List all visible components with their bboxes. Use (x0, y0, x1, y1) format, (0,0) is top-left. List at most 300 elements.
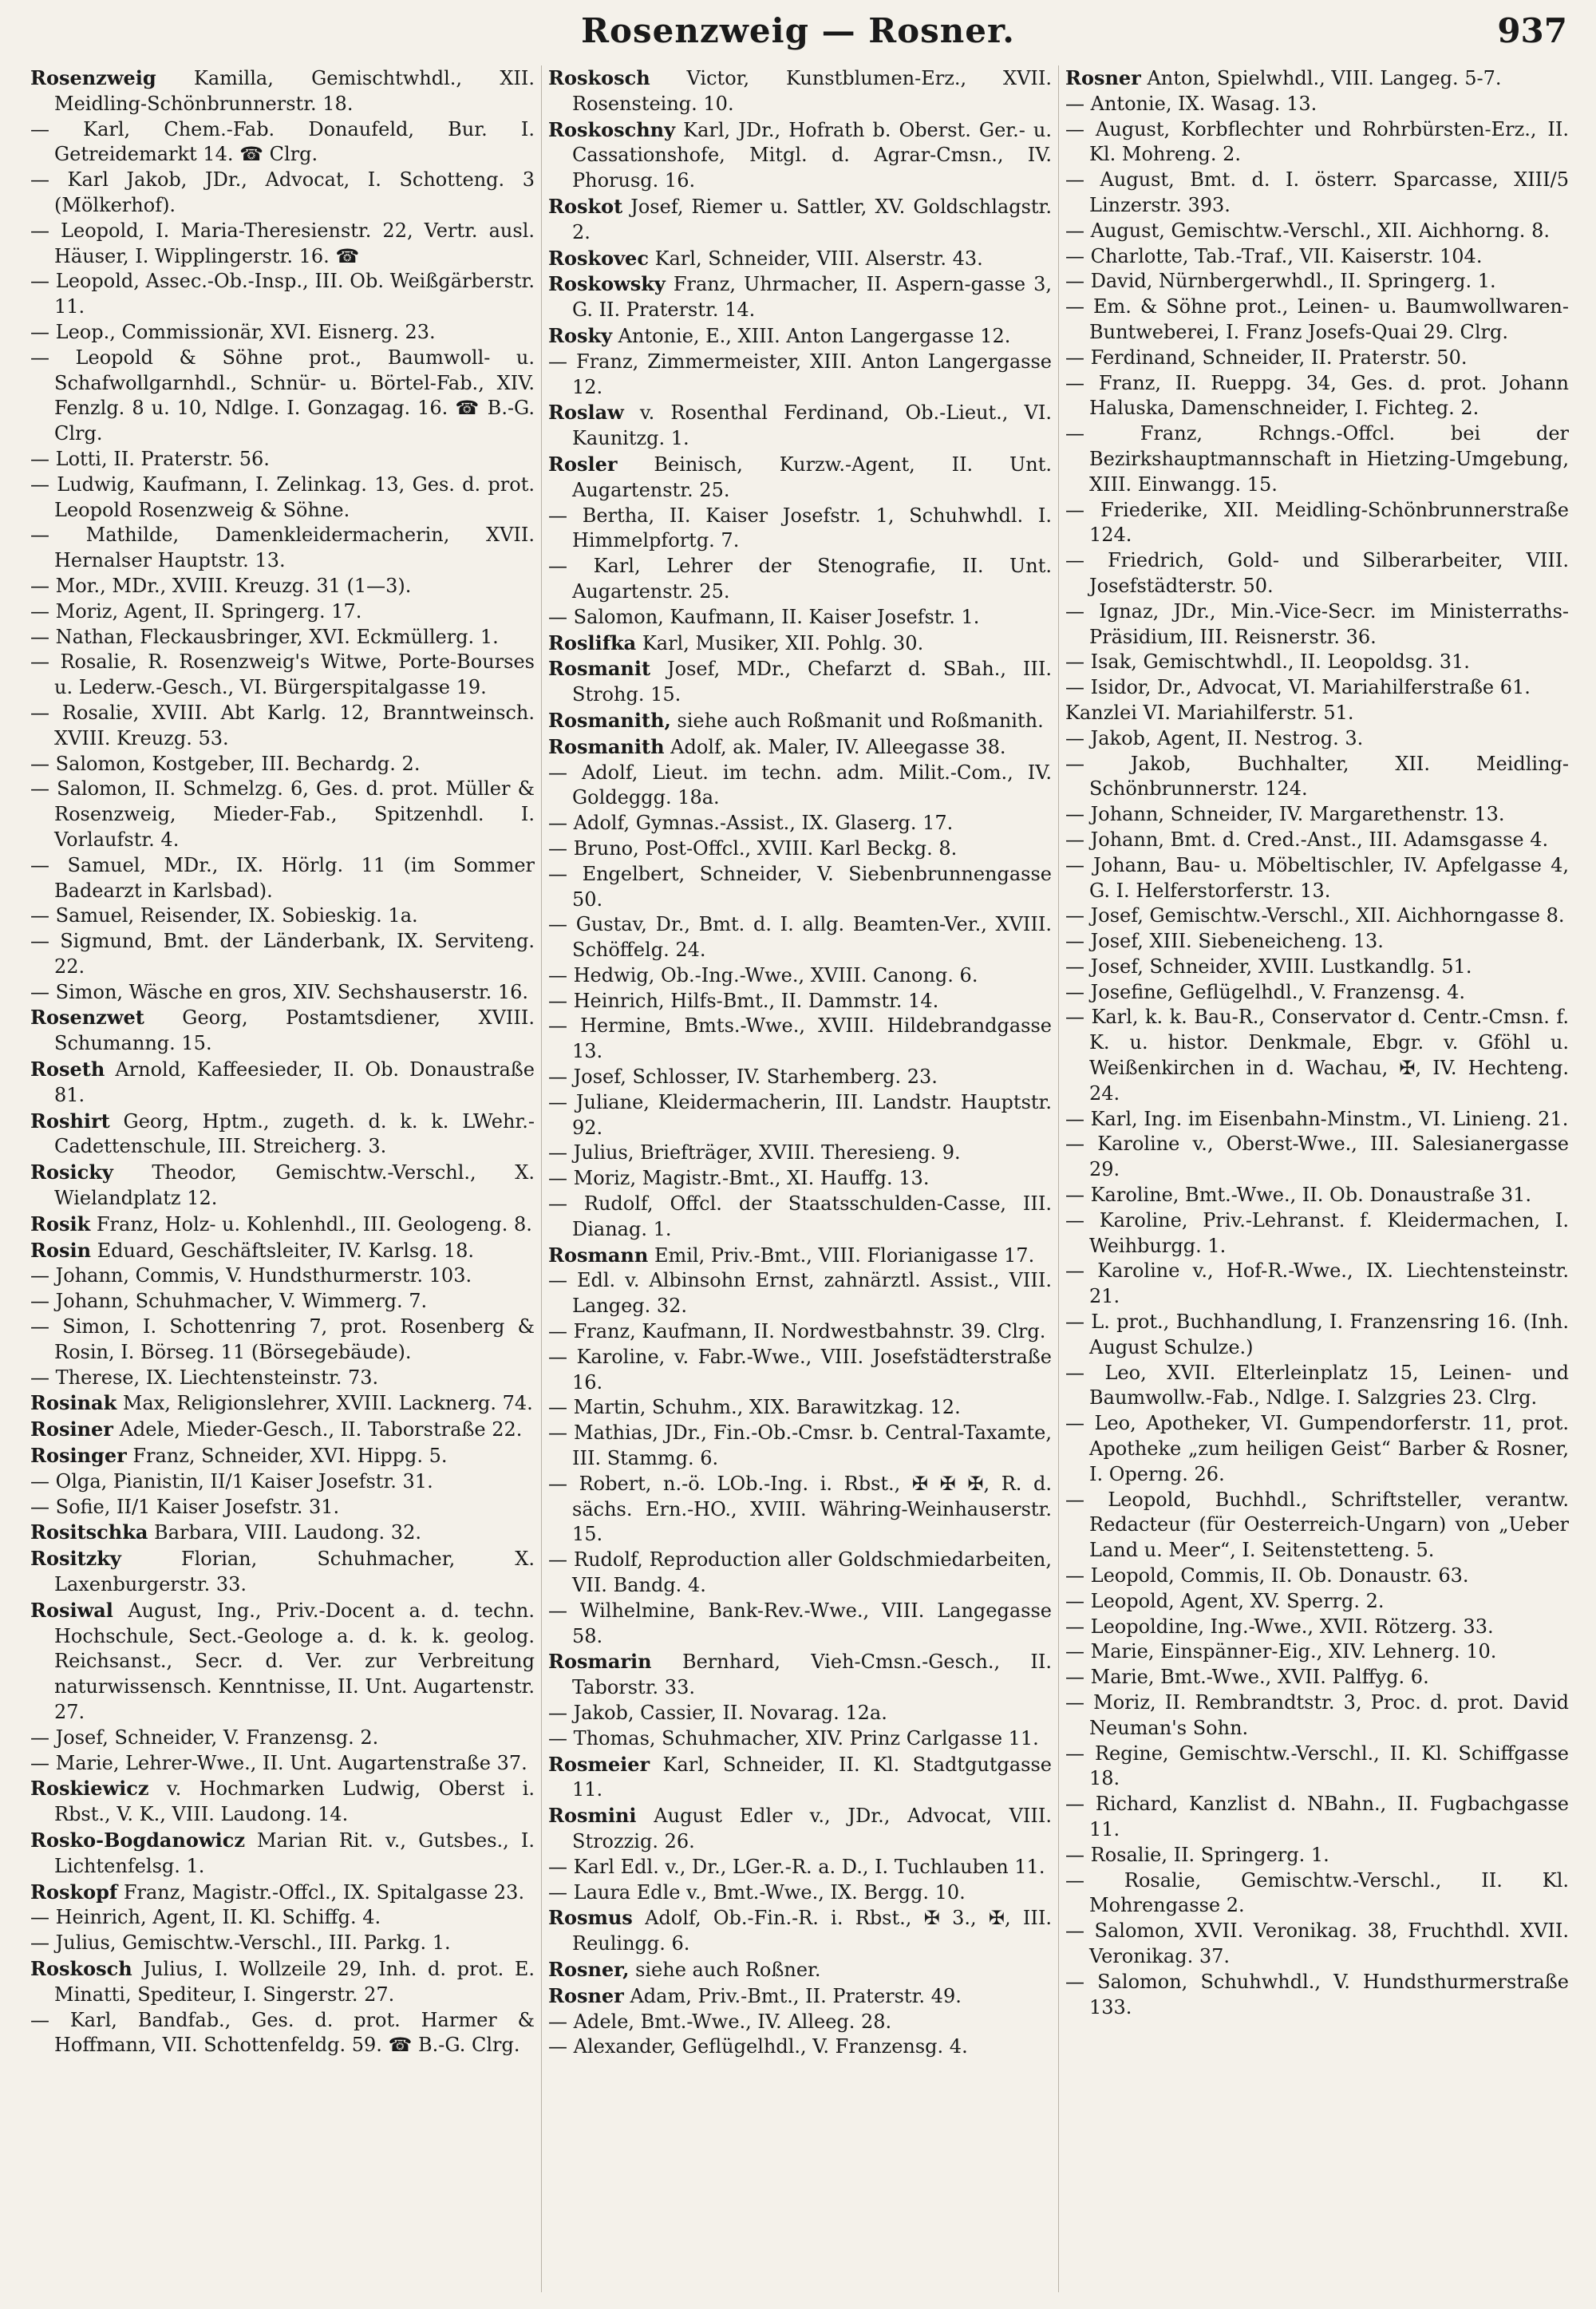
directory-entry (30, 853, 535, 904)
entry-headword: Rosinger (30, 1444, 127, 1468)
entry-text: — Sigmund, Bmt. der Länderbank, IX. Serviteng. 22. (30, 930, 535, 978)
entry-text: — Antonie, IX. Wasag. 13. (1065, 92, 1317, 115)
entry-text: — Marie, Einspänner-Eig., XIV. Lehnerg. 10. (1065, 1640, 1497, 1663)
entry-text: — Johann, Schuhmacher, V. Wimmerg. 7. (30, 1290, 428, 1313)
entry-headword: Roskiewicz (30, 1777, 149, 1801)
directory-entry (1065, 244, 1569, 270)
entry-text: — Leopoldine, Ing.-Wwe., XVII. Rötzerg. 33. (1065, 1615, 1494, 1638)
directory-entry (30, 1520, 535, 1546)
entry-text: — Nathan, Fleckausbringer, XVI. Eckmüllerg. 1. (30, 625, 499, 648)
column-left (24, 65, 541, 2292)
directory-entry (1065, 726, 1569, 752)
directory-entry (1065, 1310, 1569, 1361)
directory-entry (30, 650, 535, 701)
entry-text: — Simon, I. Schottenring 7, prot. Rosenberg & Rosin, I. Börseg. 11 (Börsegebäude). (30, 1315, 535, 1363)
directory-entry (548, 1957, 1052, 1983)
entry-headword: Rosiwal (30, 1598, 113, 1622)
entry-text: — Josef, Gemischtw.-Verschl., XII. Aichhorngasse 8. (1065, 904, 1565, 927)
entry-text: — Leopold, Buchhdl., Schriftsteller, verantw. Redacteur (für Oesterreich-Ungarn) von „Ueber Land u. Meer“, I. Seitenstetteng. 5. (1065, 1488, 1569, 1562)
entry-headword: Rosner, (548, 1957, 630, 1981)
entry-headword: Rosmann (548, 1243, 649, 1267)
entry-text: Georg, Postamtsdiener, XVIII. Schumanng. 15. (54, 1006, 535, 1055)
entry-text: — Juliane, Kleidermacherin, III. Landstr. Hauptstr. 92. (548, 1090, 1052, 1139)
directory-entry (548, 912, 1052, 963)
directory-entry (548, 989, 1052, 1014)
entry-text: — Karoline, v. Fabr.-Wwe., VIII. Josefstädterstraße 16. (548, 1345, 1052, 1394)
directory-entry (548, 350, 1052, 401)
entry-text: — Moriz, Agent, II. Springerg. 17. (30, 599, 362, 623)
entry-text: v. Rosenthal Ferdinand, Ob.-Lieut., VI. Kaunitzg. 1. (572, 401, 1052, 450)
entry-text: — Johann, Commis, V. Hundsthurmerstr. 103. (30, 1264, 472, 1287)
entry-text: — Moriz, Magistr.-Bmt., XI. Hauffg. 13. (548, 1167, 930, 1190)
entry-text: — Edl. v. Albinsohn Ernst, zahnärztl. Assist., VIII. Langeg. 32. (548, 1269, 1052, 1318)
entry-text: — Simon, Wäsche en gros, XIV. Sechshauserstr. 16. (30, 980, 529, 1003)
directory-entry (548, 452, 1052, 504)
directory-entry (1065, 92, 1569, 117)
entry-text: Adele, Mieder-Gesch., II. Taborstraße 22. (113, 1418, 523, 1441)
entry-text: Theodor, Gemischtw.-Verschl., X. Wielandplatz 12. (54, 1161, 535, 1210)
directory-entry (1065, 1665, 1569, 1690)
entry-text: — Thomas, Schuhmacher, XIV. Prinz Carlgasse 11. (548, 1726, 1039, 1750)
directory-entry (1065, 1361, 1569, 1412)
directory-entry (30, 523, 535, 574)
directory-entry (548, 1752, 1052, 1804)
entry-text: — Johann, Schneider, IV. Margarethenstr. 13. (1065, 803, 1505, 826)
directory-entry (30, 1956, 535, 2008)
entry-text: Franz, Uhrmacher, II. Aspern-gasse 3, G. II. Praterstr. 14. (572, 273, 1052, 322)
directory-entry (30, 219, 535, 270)
directory-entry (1065, 929, 1569, 955)
entry-text: — Friedrich, Gold- und Silberarbeiter, VIII. Josefstädterstr. 50. (1065, 549, 1569, 597)
entry-headword: Roseth (30, 1058, 105, 1081)
entry-text: — Karoline, Priv.-Lehranst. f. Kleidermachen, I. Weihburgg. 1. (1065, 1208, 1569, 1257)
directory-entry (1065, 371, 1569, 422)
directory-entry (548, 117, 1052, 194)
entry-text: — Karl, Bandfab., Ges. d. prot. Harmer & Hoffmann, VII. Schottenfeldg. 59. ☎ B.-G. Clrg. (30, 2008, 535, 2057)
directory-entry (30, 1469, 535, 1495)
directory-entry (1065, 752, 1569, 803)
directory-entry (1065, 295, 1569, 346)
entry-text: — Isidor, Dr., Advocat, VI. Mariahilferstraße 61. (1065, 676, 1531, 699)
column-right (1058, 65, 1575, 2292)
directory-entry (1065, 1639, 1569, 1665)
entry-headword: Roskopf (30, 1880, 118, 1904)
entry-text: — Karoline, Bmt.-Wwe., II. Ob. Donaustraße 31. (1065, 1184, 1532, 1207)
directory-entry (1065, 1919, 1569, 1970)
directory-entry (30, 701, 535, 752)
entry-text: — Karoline v., Hof-R.-Wwe., IX. Liechtensteinstr. 21. (1065, 1259, 1569, 1308)
directory-entry (30, 929, 535, 980)
entry-text: Florian, Schuhmacher, X. Laxenburgerstr. 33. (54, 1548, 535, 1596)
directory-entry (30, 346, 535, 447)
page-number: 937 (1497, 11, 1567, 50)
entry-headword: Roslaw (548, 401, 624, 425)
directory-entry (1065, 1843, 1569, 1868)
directory-entry (548, 271, 1052, 323)
entry-text: — Lotti, II. Praterstr. 56. (30, 447, 270, 470)
directory-entry (548, 1166, 1052, 1192)
entry-headword: Rosmini (548, 1804, 637, 1828)
entry-text: — Ignaz, JDr., Min.-Vice-Secr. im Ministerraths-Präsidium, III. Reisnerstr. 36. (1065, 599, 1569, 648)
entry-text: Marian Rit. v., Gutsbes., I. Lichtenfelsg. 1. (54, 1829, 535, 1877)
entry-text: Kanzlei VI. Mariahilferstr. 51. (1065, 701, 1354, 724)
directory-entry (30, 168, 535, 219)
directory-entry (548, 1014, 1052, 1065)
entry-text: siehe auch Roßner. (629, 1958, 821, 1981)
entry-text: — Leo, XVII. Elterleinplatz 15, Leinen- und Baumwollw.-Fab., Ndlge. I. Salzgries 23. Clrg. (1065, 1361, 1569, 1410)
directory-entry (30, 1495, 535, 1520)
entry-text: — Salomon, Kaufmann, II. Kaiser Josefstr. 1. (548, 605, 980, 628)
entry-text: Josef, Riemer u. Sattler, XV. Goldschlagstr. 2. (572, 195, 1052, 243)
directory-entry (548, 1243, 1052, 1269)
directory-entry (30, 1238, 535, 1264)
entry-text: — Salomon, II. Schmelzg. 6, Ges. d. prot. Müller & Rosenzweig, Mieder-Fab., Spitzenhdl. I. Vorlaufstr. 4. (30, 777, 535, 851)
directory-entry (30, 1828, 535, 1880)
entry-text: — Karl Edl. v., Dr., LGer.-R. a. D., I. Tuchlauben 11. (548, 1855, 1045, 1878)
entry-text: — Adolf, Lieut. im techn. adm. Milit.-Com., IV. Goldeggg. 18a. (548, 761, 1052, 809)
directory-entry (30, 574, 535, 599)
directory-entry (548, 1548, 1052, 1599)
entry-text: — Josef, Schneider, XVIII. Lustkandlg. 51. (1065, 955, 1472, 978)
entry-text: — Engelbert, Schneider, V. Siebenbrunnengasse 50. (548, 862, 1052, 911)
directory-entry (548, 1192, 1052, 1243)
entry-text: — Salomon, Kostgeber, III. Bechardg. 2. (30, 752, 421, 775)
directory-entry (30, 269, 535, 320)
directory-entry (548, 1065, 1052, 1090)
entry-headword: Roskowsky (548, 272, 666, 296)
entry-text: — Rudolf, Reproduction aller Goldschmiedarbeiten, VII. Bandg. 4. (548, 1548, 1052, 1597)
entry-text: — Bruno, Post-Offcl., XVIII. Karl Beckg. 8. (548, 836, 958, 860)
entry-text: — Josefine, Geflügelhdl., V. Franzensg. 4. (1065, 980, 1466, 1003)
directory-entry (1065, 219, 1569, 244)
directory-entry (1065, 1488, 1569, 1564)
entry-text: — Josef, XIII. Siebeneicheng. 13. (1065, 930, 1384, 953)
entry-text: — Leopold, Commis, II. Ob. Donaustr. 63. (1065, 1564, 1469, 1587)
entry-text: — Leop., Commissionär, XVI. Eisnerg. 23. (30, 320, 436, 343)
page-title: Rosenzweig — Rosner. (581, 11, 1015, 50)
directory-entry (30, 903, 535, 929)
directory-entry (548, 1983, 1052, 2010)
directory-entry (1065, 1589, 1569, 1615)
entry-text: — Sofie, II/1 Kaiser Josefstr. 31. (30, 1495, 340, 1518)
directory-entry (1065, 980, 1569, 1006)
directory-entry (30, 1289, 535, 1315)
entry-headword: Rosmanit (548, 657, 651, 681)
entry-headword: Rosmus (548, 1906, 633, 1930)
entry-text: — Salomon, Schuhwhdl., V. Hundsthurmerstraße 133. (1065, 1970, 1569, 2018)
directory-entry (548, 1141, 1052, 1166)
page-header (0, 11, 1596, 59)
entry-text: — Julius, Briefträger, XVIII. Theresieng. 9. (548, 1141, 961, 1164)
directory-entry (30, 1931, 535, 1956)
directory-entry (1065, 650, 1569, 675)
entry-text: — Josef, Schneider, V. Franzensg. 2. (30, 1726, 379, 1749)
directory-entry (1065, 1208, 1569, 1259)
entry-text: — Leopold, Agent, XV. Sperrg. 2. (1065, 1589, 1385, 1612)
entry-text: — Karl Jakob, JDr., Advocat, I. Schotteng. 3 (Mölkerhof). (30, 168, 535, 216)
directory-entry (1065, 1183, 1569, 1208)
entry-text: Georg, Hptm., zugeth. d. k. k. LWehr.-Cadettenschule, III. Streicherg. 3. (54, 1109, 535, 1158)
directory-entry (1065, 1132, 1569, 1183)
directory-entry (548, 1803, 1052, 1855)
directory-entry (548, 656, 1052, 708)
entry-text: — Karl, k. k. Bau-R., Conservator d. Centr.-Cmsn. f. K. u. histor. Denkmale, Ebgr. v. Gföhl u. Weißenkirchen in d. Wachau, ✠, IV. Hechteng. 24. (1065, 1006, 1569, 1105)
directory-entry (1065, 1690, 1569, 1742)
entry-text: — August, Korbflechter und Rohrbürsten-Erz., II. Kl. Mohreng. 2. (1065, 117, 1569, 166)
directory-entry (548, 1855, 1052, 1880)
entry-text: — Josef, Schlosser, IV. Starhemberg. 23. (548, 1066, 938, 1089)
entry-headword: Rosler (548, 452, 618, 476)
entry-text: Franz, Holz- u. Kohlenhdl., III. Geologeng. 8. (90, 1212, 532, 1236)
directory-entry (1065, 853, 1569, 904)
entry-headword: Roskot (548, 194, 623, 218)
directory-entry (30, 752, 535, 777)
entry-headword: Roskosch (30, 1956, 132, 1980)
entry-text: Max, Religionslehrer, XVIII. Lacknerg. 74. (117, 1392, 533, 1415)
entry-text: — David, Nürnbergerwhdl., II. Springerg. 1. (1065, 270, 1496, 293)
directory-entry (548, 1090, 1052, 1141)
entry-text: Adolf, Ob.-Fin.-R. i. Rbst., ✠ 3., ✠, III. Reulingg. 6. (572, 1907, 1052, 1955)
directory-entry (548, 2010, 1052, 2035)
entry-text: — Alexander, Geflügelhdl., V. Franzensg. 4. (548, 2035, 968, 2058)
entry-text: — Samuel, MDr., IX. Hörlg. 11 (im Sommer Badearzt in Karlsbad). (30, 853, 535, 902)
entry-headword: Rosky (548, 323, 613, 347)
entry-text: — Rosalie, II. Springerg. 1. (1065, 1843, 1329, 1866)
directory-entry (30, 980, 535, 1006)
entry-text: — Mathilde, Damenkleidermacherin, XVII. Hernalser Hauptstr. 13. (30, 524, 535, 572)
directory-entry (1065, 828, 1569, 853)
directory-entry (30, 1212, 535, 1238)
entry-text: — August, Bmt. d. I. österr. Sparcasse, XIII/5 Linzerstr. 393. (1065, 168, 1569, 216)
directory-entry (1065, 701, 1569, 726)
directory-entry (548, 631, 1052, 657)
directory-entry (30, 1005, 535, 1057)
directory-entry (30, 320, 535, 346)
entry-text: — Adele, Bmt.-Wwe., IV. Alleeg. 28. (548, 2010, 892, 2033)
directory-entry (1065, 802, 1569, 828)
directory-entry (548, 2034, 1052, 2060)
entry-text: Karl, Musiker, XII. Pohlg. 30. (636, 631, 924, 654)
directory-entry (1065, 1259, 1569, 1310)
directory-entry (548, 708, 1052, 734)
directory-entry (548, 761, 1052, 812)
directory-entry (30, 1109, 535, 1160)
entry-text: — Charlotte, Tab.-Traf., VII. Kaiserstr. 104. (1065, 244, 1483, 267)
entry-text: — Julius, Gemischtw.-Verschl., III. Parkg. 1. (30, 1931, 451, 1955)
directory-entry (548, 836, 1052, 862)
directory-entry (548, 194, 1052, 246)
entry-headword: Rosenzweig (30, 66, 156, 89)
directory-entry (548, 1345, 1052, 1396)
entry-text: — Franz, II. Rueppg. 34, Ges. d. prot. Johann Haluska, Damenschneider, I. Fichteg. 2. (1065, 371, 1569, 420)
directory-entry (548, 1905, 1052, 1957)
entry-text: — Martin, Schuhm., XIX. Barawitzkag. 12. (548, 1396, 961, 1419)
entry-text: — Friederike, XII. Meidling-Schönbrunnerstraße 124. (1065, 498, 1569, 547)
entry-text: — L. prot., Buchhandlung, I. Franzensring 16. (Inh. August Schulze.) (1065, 1311, 1569, 1358)
directory-entry (30, 1057, 535, 1109)
directory-entry (1065, 955, 1569, 980)
entry-text: August, Ing., Priv.-Docent a. d. techn. Hochschule, Sect.-Geologe a. d. k. k. geolog. Reichsanst., Secr. d. Ver. zur Verbreitung naturwissensch. Kenntnisse, II. Unt. Augartenstr. 27. (54, 1599, 535, 1723)
entry-headword: Rosner (548, 1983, 624, 2007)
entry-headword: Rosik (30, 1212, 91, 1236)
entry-text: — August, Gemischtw.-Verschl., XII. Aichhorng. 8. (1065, 219, 1550, 242)
entry-text: — Leopold, I. Maria-Theresienstr. 22, Vertr. ausl. Häuser, I. Wipplingerstr. 16. ☎ (30, 219, 535, 267)
entry-headword: Roskovec (548, 246, 649, 270)
entry-text: Antonie, E., XIII. Anton Langergasse 12. (612, 324, 1011, 347)
directory-entry (30, 1443, 535, 1469)
directory-entry (548, 323, 1052, 350)
entry-text: — Karl, Ing. im Eisenbahn-Minstm., VI. Linieng. 21. (1065, 1107, 1569, 1130)
entry-text: — Mor., MDr., XVIII. Kreuzg. 31 (1—3). (30, 574, 412, 597)
entry-text: — Mathias, JDr., Fin.-Ob.-Cmsr. b. Central-Taxamte, III. Stammg. 6. (548, 1421, 1052, 1470)
directory-entry (548, 554, 1052, 605)
directory-entry (548, 1268, 1052, 1319)
entry-text: — Rosalie, Gemischtw.-Verschl., II. Kl. Mohrengasse 2. (1065, 1868, 1569, 1917)
directory-entry (30, 1390, 535, 1417)
entry-text: Eduard, Geschäftsleiter, IV. Karlsg. 18. (91, 1239, 475, 1262)
directory-entry (30, 65, 535, 117)
directory-entry (1065, 1742, 1569, 1793)
entry-headword: Rosinak (30, 1391, 117, 1415)
entry-headword: Rosenzwet (30, 1006, 144, 1030)
directory-entry (548, 963, 1052, 989)
entry-text: — Leopold, Assec.-Ob.-Insp., III. Ob. Weißgärberstr. 11. (30, 270, 535, 318)
directory-entry (30, 472, 535, 524)
entry-text: Karl, Schneider, II. Kl. Stadtgutgasse 11. (572, 1753, 1052, 1801)
entry-text: — Wilhelmine, Bank-Rev.-Wwe., VIII. Langegasse 58. (548, 1599, 1052, 1647)
entry-text: Bernhard, Vieh-Cmsn.-Gesch., II. Taborstr. 33. (572, 1651, 1052, 1699)
directory-entry (548, 400, 1052, 452)
entry-text: — Olga, Pianistin, II/1 Kaiser Josefstr. 31. (30, 1469, 433, 1493)
entry-text: — Rosalie, R. Rosenzweig's Witwe, Porte-Bourses u. Lederw.-Gesch., VI. Bürgerspitalgasse 19. (30, 650, 535, 699)
directory-entry (1065, 269, 1569, 295)
entry-text: Beinisch, Kurzw.-Agent, II. Unt. Augartenstr. 25. (572, 453, 1052, 501)
entry-text: — Laura Edle v., Bmt.-Wwe., IX. Bergg. 10. (548, 1880, 966, 1904)
directory-entry (30, 625, 535, 650)
entry-text: — Rosalie, XVIII. Abt Karlg. 12, Branntweinsch. XVIII. Kreuzg. 53. (30, 701, 535, 749)
entry-text: — Leopold & Söhne prot., Baumwoll- u. Schafwollgarnhdl., Schnür- u. Börtel-Fab., XIV. Fenzlg. 8 u. 10, Ndlge. I. Gonzagag. 16. ☎ B.-G. Clrg. (30, 346, 535, 445)
entry-text: — Samuel, Reisender, IX. Sobieskig. 1a. (30, 904, 418, 927)
directory-entry (1065, 498, 1569, 549)
directory-entry (548, 65, 1052, 117)
directory-entry (1065, 1868, 1569, 1920)
entry-headword: Rosiner (30, 1417, 113, 1441)
directory-entry (30, 447, 535, 472)
entry-text: — Robert, n.-ö. LOb.-Ing. i. Rbst., ✠ ✠ ✠, R. d. sächs. Ern.-HO., XVIII. Währing-Weinhauserstr. 15. (548, 1472, 1052, 1546)
entry-text: — Franz, Rchngs.-Offcl. bei der Bezirkshauptmannschaft in Hietzing-Umgebung, XIII. Einwangg. 15. (1065, 422, 1569, 496)
directory-entry (548, 811, 1052, 836)
entry-text: Karl, JDr., Hofrath b. Oberst. Ger.- u. Cassationshofe, Mitgl. d. Agrar-Cmsn., IV. Phorusg. 16. (572, 118, 1052, 192)
entry-headword: Rosin (30, 1238, 92, 1262)
directory-entry (1065, 1615, 1569, 1640)
entry-text: — Regine, Gemischtw.-Verschl., II. Kl. Schiffgasse 18. (1065, 1742, 1569, 1790)
entry-text: — Jakob, Agent, II. Nestrog. 3. (1065, 726, 1364, 749)
entry-headword: Rosmeier (548, 1752, 650, 1776)
directory-entry (1065, 421, 1569, 497)
directory-entry (30, 1726, 535, 1751)
directory-entry (1065, 675, 1569, 701)
directory-entry (548, 605, 1052, 631)
directory-entry (1065, 168, 1569, 219)
directory-entry (30, 1598, 535, 1726)
entry-headword: Rosmanith (548, 734, 665, 758)
entry-text: Kamilla, Gemischtwhdl., XII. Meidling-Schönbrunnerstr. 18. (54, 67, 535, 115)
entry-text: — Leo, Apotheker, VI. Gumpendorferstr. 11, prot. Apotheke „zum heiligen Geist“ Barber & Rosner, I. Operng. 26. (1065, 1412, 1569, 1485)
entry-headword: Rositschka (30, 1520, 148, 1544)
entry-text: — Hedwig, Ob.-Ing.-Wwe., XVIII. Canong. 6. (548, 963, 978, 986)
directory-entry (548, 246, 1052, 272)
entry-text: Adam, Priv.-Bmt., II. Praterstr. 49. (623, 1984, 962, 2007)
directory-entry (1065, 117, 1569, 168)
directory-entry (548, 862, 1052, 913)
entry-text: — Franz, Zimmermeister, XIII. Anton Langergasse 12. (548, 350, 1052, 398)
entry-text: — Heinrich, Agent, II. Kl. Schiffg. 4. (30, 1906, 381, 1929)
directory-entry (30, 1366, 535, 1391)
directory-entry (30, 1905, 535, 1931)
entry-text: — Em. & Söhne prot., Leinen- u. Baumwollwaren-Buntweberei, I. Franz Josefs-Quai 29. Clrg. (1065, 295, 1569, 343)
directory-entry (1065, 1970, 1569, 2021)
entry-headword: Roskoschny (548, 117, 676, 141)
directory-entry (30, 599, 535, 625)
directory-entry (30, 1546, 535, 1598)
directory-entry (1065, 1107, 1569, 1133)
directory-entry (548, 1472, 1052, 1548)
directory-entry (30, 1776, 535, 1828)
entry-text: — Bertha, II. Kaiser Josefstr. 1, Schuhwhdl. I. Himmelpfortg. 7. (548, 504, 1052, 552)
entry-text: — Heinrich, Hilfs-Bmt., II. Dammstr. 14. (548, 989, 939, 1012)
entry-text: — Hermine, Bmts.-Wwe., XVIII. Hildebrandgasse 13. (548, 1014, 1052, 1063)
entry-text: — Adolf, Gymnas.-Assist., IX. Glaserg. 17. (548, 812, 954, 835)
entry-text: v. Hochmarken Ludwig, Oberst i. Rbst., V. K., VIII. Laudong. 14. (54, 1777, 535, 1826)
entry-text: Emil, Priv.-Bmt., VIII. Florianigasse 17. (648, 1243, 1035, 1267)
directory-entry (1065, 346, 1569, 371)
entry-headword: Roslifka (548, 631, 637, 654)
entry-text: Karl, Schneider, VIII. Alserstr. 43. (648, 247, 983, 270)
directory-entry (1065, 548, 1569, 599)
entry-text: — Marie, Lehrer-Wwe., II. Unt. Augartenstraße 37. (30, 1751, 527, 1774)
entry-text: — Richard, Kanzlist d. NBahn., II. Fugbachgasse 11. (1065, 1793, 1569, 1840)
entry-text: — Rudolf, Offcl. der Staatsschulden-Casse, III. Dianag. 1. (548, 1192, 1052, 1240)
entry-text: — Johann, Bmt. d. Cred.-Anst., III. Adamsgasse 4. (1065, 828, 1549, 851)
entry-text: — Karl, Chem.-Fab. Donaufeld, Bur. I. Getreidemarkt 14. ☎ Clrg. (30, 117, 535, 166)
directory-entry (548, 1395, 1052, 1421)
directory-entry (1065, 1005, 1569, 1106)
columns (24, 65, 1576, 2292)
directory-entry (1065, 1411, 1569, 1487)
directory-entry (1065, 1792, 1569, 1843)
entry-headword: Roskosch (548, 66, 650, 89)
entry-text: — Jakob, Buchhalter, XII. Meidling-Schönbrunnerstr. 124. (1065, 752, 1569, 801)
entry-text: — Marie, Bmt.-Wwe., XVII. Palffyg. 6. (1065, 1666, 1429, 1689)
entry-text: Arnold, Kaffeesieder, II. Ob. Donaustraße 81. (54, 1058, 535, 1106)
entry-headword: Rosko-Bogdanowicz (30, 1828, 245, 1852)
entry-text: — Karoline v., Oberst-Wwe., III. Salesianergasse 29. (1065, 1133, 1569, 1181)
directory-entry (1065, 903, 1569, 929)
entry-text: — Johann, Bau- u. Möbeltischler, IV. Apfelgasse 4, G. I. Helferstorferstr. 13. (1065, 853, 1569, 902)
entry-text: siehe auch Roßmanit und Roßmanith. (670, 709, 1044, 732)
entry-text: Josef, MDr., Chefarzt d. SBah., III. Strohg. 15. (572, 658, 1052, 706)
entry-headword: Rosner (1065, 66, 1141, 89)
directory-entry (548, 1421, 1052, 1472)
entry-text: — Franz, Kaufmann, II. Nordwestbahnstr. 39. Clrg. (548, 1320, 1046, 1343)
column-middle (541, 65, 1058, 2292)
entry-text: — Ferdinand, Schneider, II. Praterstr. 50. (1065, 346, 1468, 369)
directory-entry (1065, 1564, 1569, 1589)
entry-headword: Rosmanith, (548, 708, 671, 732)
directory-entry (548, 1880, 1052, 1906)
entry-text: Barbara, VIII. Laudong. 32. (148, 1521, 421, 1544)
entry-text: Adolf, ak. Maler, IV. Alleegasse 38. (664, 735, 1006, 758)
